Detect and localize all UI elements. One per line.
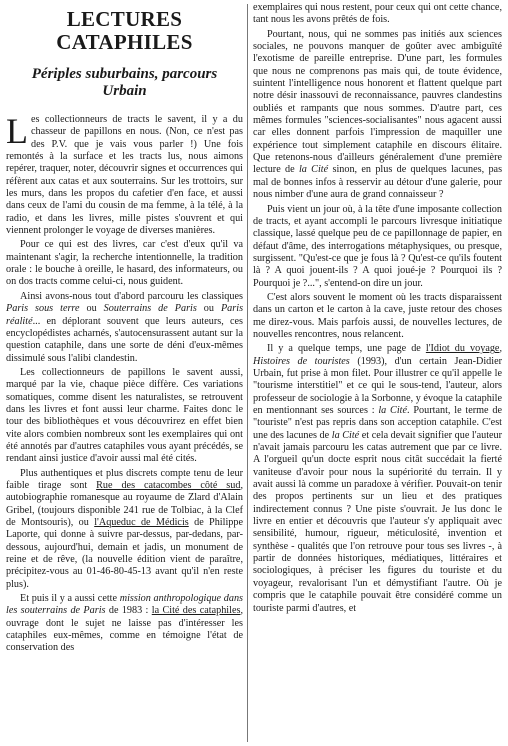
book-title: la Cité xyxy=(378,405,408,416)
subtitle-line-2: Urbain xyxy=(102,83,147,99)
paragraph-text: . Pourtant, le terme de "touriste" n'est pas repris dans son acception cataphile. C'est une des lacunes de xyxy=(253,405,502,441)
paragraph-text: C'est alors souvent le moment où les tracts disparaissent dans un carton et le carton à la cave, juste retour des choses me direz-vous. Mais parfois aussi, de nouvelles lectures, de nouvelles rencontres, nous relancent. xyxy=(253,291,502,340)
paragraph xyxy=(253,204,502,290)
book-title: la Cité xyxy=(331,429,360,441)
drop-cap: L xyxy=(6,111,28,151)
paragraph-text: ... en déplorant souvent que leurs auteurs, ces encyclopédistes acharnés, s'autocensurassent autant sur la question cataphile, dans une sorte de déni d'eux-mêmes dissimulé sous l'alibi clandestin. xyxy=(6,315,243,364)
paragraph-text: de 1983 : xyxy=(108,605,149,617)
paragraph-text: sinon, en plus de quelques lacunes, pas mal de bonnes infos à resservir au détour d'une galerie, pour nous nimber d'une aura de grand connaisseur ? xyxy=(253,164,503,201)
paragraph-text: Il y a quelque temps, une page de xyxy=(267,343,421,355)
paragraph xyxy=(253,292,502,341)
paragraph-text: , ouvrage dont le sujet ne laisse pas d'intéresser les cataphiles eux-mêmes, comme en témoigne l'état de conservation des xyxy=(6,605,244,654)
paragraph-text: Et puis il y a aussi cette xyxy=(20,593,118,605)
article-subtitle xyxy=(6,66,243,100)
paragraph-text: Pourtant, nous, qui ne sommes pas initiés aux sciences sociales, ne pouvons manquer de goûter avec ambiguïté l'exotisme de pareille entreprise. D'une part, les formules que nous ne comprenons pas mais qui, de toute évidence, suintent l'intelligence nous honorent et flattent quelque part notre désir inassouvi de reconnaissance, pauvres clandestins oubliés et rampants que nous sommes. D'autre part, ces mêmes formules "sciences-socialisantes" nous agacent aussi car elles donnent parfois l'impression de maquiller une expérience tout simplement cataphile en discours élitaire. Que retenons-nous d'ailleurs généralement d'une première lecture de xyxy=(253,28,502,176)
article-title xyxy=(6,8,243,54)
paragraph-text: (1993), d'un certain Jean-Didier Urbain, fut prise à mon filet. Pour illustrer ce qu'il appelle le "tourisme interstitiel" et ce qui le sous-tend, l'auteur, alors professeur de sociologie à la Sorbonne, y évoque la cataphile en mentionnant ses sources : xyxy=(253,355,503,416)
paragraph-text: Puis vient un jour où, à la tête d'une imposante collection de tracts, et ayant accompli le parcours livresque initiatique classique, lassé quelque peu de ce papillonnage de papier, en défaut d'âme, des interrogations métaphysiques, ou presque, surgissent. "Qu'est-ce que je fous là ? Qu'est-ce qu'ils foutent là ? A quoi jouent-ils ? A quoi joué-je ? Pourquoi ils ? Pourquoi je ?...", s'entend-on dire un jour. xyxy=(253,203,502,289)
paragraph xyxy=(253,343,502,615)
paragraph-text: ou xyxy=(86,303,97,315)
book-title: Paris réalité xyxy=(6,303,244,327)
paragraph xyxy=(253,29,502,202)
paragraph-text: et cela devait signifier que l'auteur n'avait jamais parcouru les catas autrement que par ce livre. A l'orgueil qu'un docte esprit nous citât succédait la fierté vaniteuse d'avoir pour nous la supériorité du terrain. Il y avait aussi là comme un paradoxe à vérifier. Pouvait-on tenir des propos pertinents sur un lieu et des pratiques indirectement connus ? Une piste s'ouvrait. Je lus donc le livre en entier et découvris que l'auteur s'y appliquait avec sensibilité, humour, rigueur, méticulosité, invention et synthèse - qualités que l'on retrouve pour tous ses livres -, à partir de données historiques, médiatiques, littéraires et sociologiques, à préciser les figures du touriste et du voyageur, revalorisant l'un et démystifiant l'autre. Où je compris que le cataphile pouvait être considéré comme un touriste parmi d'autres, et xyxy=(253,429,503,614)
column-divider xyxy=(247,4,248,742)
paragraph xyxy=(253,2,502,27)
right-column xyxy=(253,2,502,617)
paragraph-text: es collectionneurs de tracts le savent, il y a du chasseur de papillons en nous. (Non, ce n'est pas des P.V. que je vais vous parler !) Une fois remontés à la surface et les tracts lus, nous aimons repérer, traquer, noter, découvrir signes et occurrences qui réfèrent aux catas et aux souterrains. Sur les trottoirs, sur les murs, dans les propos du cafetier d'en face, et aussi dans ceux de l'ami du cousin de ma femme, à la télé, à la radio, et dans les livres, mille pistes s'ouvrent et qui viennent prolonger le voyage de diverses manières. xyxy=(6,114,243,237)
title-line-1: LECTURES xyxy=(66,7,183,31)
paragraph xyxy=(6,111,243,237)
book-title: Souterrains de Paris xyxy=(103,303,197,315)
paragraph-text: Pour ce qui est des livres, car c'est d'eux qu'il va maintenant s'agir, la recherche intentionnelle, la tradition orale : le bouche à oreille, le hasard, des informateurs, ou on dos tracts comme celui-ci, nous guident. xyxy=(6,239,243,288)
left-column xyxy=(6,8,243,657)
book-title: la Cité xyxy=(298,164,329,176)
book-title: l'Idiot du voyage xyxy=(425,343,500,355)
paragraph xyxy=(6,239,243,288)
title-line-2: CATAPHILES xyxy=(56,30,193,54)
book-title: Rue des catacombes côté sud xyxy=(96,479,241,491)
paragraph xyxy=(6,593,243,655)
book-title: la Cité des cataphiles xyxy=(151,605,241,617)
book-subtitle: , Histoires de touristes xyxy=(253,343,503,367)
book-subtitle: mission anthropologique dans les souterrains de Paris xyxy=(6,593,244,617)
paragraph-text: Ainsi avons-nous tout d'abord parcouru les classiques xyxy=(20,290,243,302)
paragraph xyxy=(6,468,243,591)
paragraph-text: exemplaires qui nous restent, pour ceux qui ont cette chance, tant nous les avons prêtés de fois. xyxy=(253,2,502,26)
subtitle-line-1: Périples suburbains, parcours xyxy=(31,66,218,82)
paragraph-text: Plus authentiques et plus discrets compte tenu de leur faible tirage sont xyxy=(6,467,243,491)
book-title: l'Aqueduc de Médicis xyxy=(94,517,189,528)
paragraph-text: ou xyxy=(203,303,214,315)
paragraph xyxy=(6,291,243,365)
paragraph-text: Les collectionneurs de papillons le savent aussi, marqué par la vie, chaque pièce diffère. Ces variations somatiques, comme disent les naturalistes, se retrouvent dans les livres et font aussi leur charme. Faites donc le tour des bibliothèques et vous découvrirez en effet bien vite alors combien nombreux sont les exemplaires qui ont été annotés par d'autres cataphiles vous ayant précédés, se rendant ainsi justice d'avoir aussi mal été cités. xyxy=(6,366,243,465)
book-title: Paris sous terre xyxy=(6,303,80,315)
paragraph-text: de Philippe Laporte, qui donne à suivre par-dessus, par-dedans, par-dessous, aujourd'hui, demain et jadis, un monument de reine et de rêve, (la nouvelle édition vient de paraître, précipitez-vous au 01-46-80-45-13 avant qu'il n'en reste plus). xyxy=(6,517,244,590)
paragraph xyxy=(6,367,243,466)
paragraph-text: , autobiographie romanesque au royaume de Zlard d'Alain Gribel, (toujours disponible 241 rue de Tolbiac, à la Clef de Montsouris), ou xyxy=(6,479,243,528)
